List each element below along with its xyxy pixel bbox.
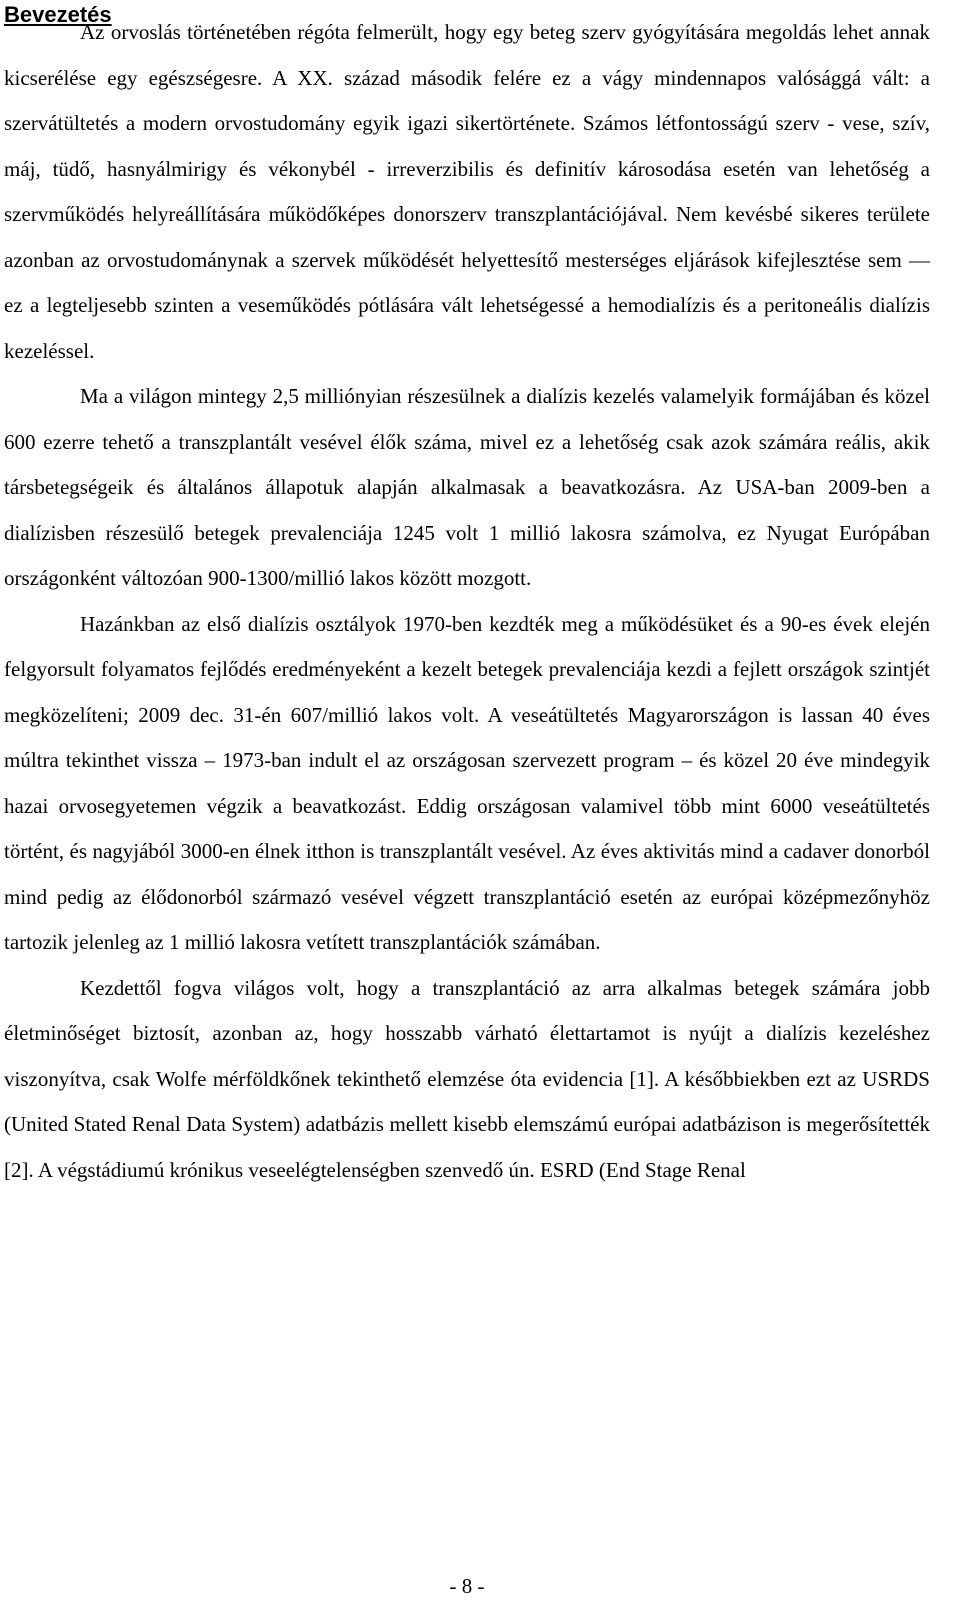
- page-number: - 8 -: [449, 1574, 485, 1598]
- paragraph-2: Ma a világon mintegy 2,5 milliónyian részesülnek a dialízis kezelés valamelyik formájában és közel 600 ezerre tehető a transzplantált vesével élők száma, mivel ez a lehetőség csak azok számára reális, akik társbetegségeik és általános állapotuk alapján alkalmasak a beavatkozásra. Az USA-ban 2009-ben a dialízisben részesülő betegek prevalenciája 1245 volt 1 millió lakosra számolva, ez Nyugat Európában országonként változóan 900-1300/millió lakos között mozgott.: [4, 384, 930, 590]
- paragraph-1: Az orvoslás történetében régóta felmerült, hogy egy beteg szerv gyógyítására megoldás lehet annak kicserélése egy egészségesre. A XX. század második felére ez a vágy mindennapos valósággá vált: a szervátültetés a modern orvostudomány egyik igazi sikertörténete. Számos létfontosságú szerv - vese, szív, máj, tüdő, hasnyálmirigy és vékonybél - irreverzibilis és definitív károsodása esetén van lehetőség a szervműködés helyreállítására működőképes donorszerv transzplantációjával. Nem kevésbé sikeres területe azonban az orvostudománynak a szervek működését helyettesítő mesterséges eljárások kifejlesztése sem — ez a legteljesebb szinten a veseműködés pótlására vált lehetségessé a hemodialízis és a peritoneális dialízis kezeléssel.: [4, 20, 930, 363]
- section-heading: Bevezetés: [4, 2, 112, 27]
- paragraph-3: Hazánkban az első dialízis osztályok 1970-ben kezdték meg a működésüket és a 90-es évek elején felgyorsult folyamatos fejlődés eredményeként a kezelt betegek prevalenciája kezdi a fejlett országok szintjét megközelíteni; 2009 dec. 31-én 607/millió lakos volt. A veseátültetés Magyarországon is lassan 40 éves múltra tekinthet vissza – 1973-ban indult el az országosan szervezett program – és közel 20 éve mindegyik hazai orvosegyetemen végzik a beavatkozást. Eddig országosan valamivel több mint 6000 veseátültetés történt, és nagyjából 3000-en élnek itthon is transzplantált vesével. Az éves aktivitás mind a cadaver donorból mind pedig az élődonorból származó vesével végzett transzplantáció esetén az európai középmezőnyhöz tartozik jelenleg az 1 millió lakosra vetített transzplantációk számában.: [4, 611, 930, 954]
- paragraph-4: Kezdettől fogva világos volt, hogy a transzplantáció az arra alkalmas betegek számára jobb életminőséget biztosít, azonban az, hogy hosszabb várható élettartamot is nyújt a dialízis kezeléshez viszonyítva, csak Wolfe mérföldkőnek tekinthető elemzése óta evidencia [1]. A későbbiekben ezt az USRDS (United Stated Renal Data System) adatbázis mellett kisebb elemszámú európai adatbázison is megerősítették [2]. A végstádiumú krónikus veseelégtelenségben szenvedő ún. ESRD (End Stage Renal: [4, 975, 930, 1182]
- body-text: [4, 10, 930, 1193]
